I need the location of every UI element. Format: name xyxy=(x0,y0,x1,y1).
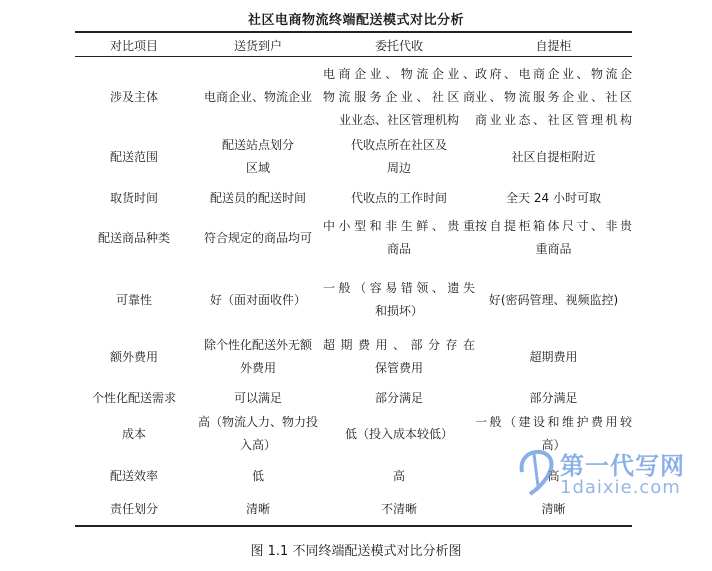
table-cell: 代收点所在社区及 xyxy=(350,138,447,152)
bottom-rule xyxy=(75,525,632,527)
figure-caption: 图 1.1 不同终端配送模式对比分析图 xyxy=(250,544,462,559)
table-cell: 部分满足 xyxy=(374,390,423,405)
table-cell: 可以满足 xyxy=(233,390,282,405)
table-cell: 符合规定的商品均可 xyxy=(203,230,312,245)
table-cell: 清晰 xyxy=(245,501,270,516)
table-cell: 不清晰 xyxy=(380,501,417,516)
table-cell: 外费用 xyxy=(239,361,276,375)
row-label: 成本 xyxy=(121,426,146,441)
row-label: 取货时间 xyxy=(109,190,158,205)
table-cell: 商品 xyxy=(386,242,411,256)
table-cell: 按自提柜箱体尺寸、非贵 xyxy=(475,219,632,233)
table-cell: 电商企业、物流企业 xyxy=(203,89,312,104)
table-cell: 好(密码管理、视频监控) xyxy=(488,292,619,307)
table-cell: 入高） xyxy=(239,438,276,452)
table-cell: 一般（容易错领、遗失 xyxy=(323,281,475,295)
table-cell: 超期费用、部分存在 xyxy=(323,338,475,352)
table-cell: 高 xyxy=(392,468,405,483)
table-cell: 周边 xyxy=(386,161,411,175)
header-pickup-locker: 自提柜 xyxy=(535,39,572,53)
table-cell: 配送站点划分 xyxy=(221,138,294,152)
table-title: 社区电商物流终端配送模式对比分析 xyxy=(247,13,464,28)
table-cell: 重商品 xyxy=(535,242,572,256)
table-cell: 业业态、社区管理机构 xyxy=(338,112,459,127)
table-cell: 一般（建设和维护费用较 xyxy=(475,415,632,429)
table-cell: 好（面对面收件） xyxy=(209,292,306,307)
row-label: 额外费用 xyxy=(109,349,158,364)
row-label: 配送范围 xyxy=(109,149,158,164)
table-cell: 高（物流人力、物力投 xyxy=(197,415,318,429)
table-cell: 中小型和非生鲜、贵重 xyxy=(323,219,475,233)
row-label: 配送效率 xyxy=(109,468,158,483)
table-cell: 配送员的配送时间 xyxy=(209,190,306,205)
header-agent-pickup: 委托代收 xyxy=(374,39,423,53)
table-cell: 社区自提柜附近 xyxy=(511,149,596,164)
table-cell: 政府、电商企业、物流企 xyxy=(475,66,632,81)
row-label: 可靠性 xyxy=(115,292,152,307)
row-label: 配送商品种类 xyxy=(97,230,170,245)
row-label: 责任划分 xyxy=(109,501,158,516)
table-cell: 电商企业、物流企业、 xyxy=(323,66,475,81)
watermark-brand: 第一代写网 xyxy=(560,452,685,480)
header-item: 对比项目 xyxy=(109,39,158,53)
table-cell: 区域 xyxy=(245,161,270,175)
table-cell: 清晰 xyxy=(541,501,566,516)
table-cell: 业、物流服务企业、社区 xyxy=(475,89,632,104)
table-cell: 低（投入成本较低） xyxy=(344,426,453,441)
table-cell: 代收点的工作时间 xyxy=(350,190,447,205)
table-cell: 保管费用 xyxy=(374,361,423,375)
table-cell: 除个性化配送外无额 xyxy=(203,338,312,352)
table-cell: 部分满足 xyxy=(529,390,578,405)
table-cell: 全天 24 小时可取 xyxy=(506,190,601,205)
header-home-delivery: 送货到户 xyxy=(233,39,282,53)
row-label: 个性化配送需求 xyxy=(91,390,176,405)
table-cell: 高 xyxy=(547,468,560,483)
table-cell: 低 xyxy=(251,468,264,483)
table-cell: 超期费用 xyxy=(529,349,578,364)
table-cell: 高） xyxy=(541,438,566,452)
row-label: 涉及主体 xyxy=(109,89,158,104)
table-cell: 商业业态、社区管理机构 xyxy=(475,112,632,127)
watermark-url: 1daixie.com xyxy=(560,477,681,498)
table-cell: 物流服务企业、社区商 xyxy=(323,89,475,104)
top-rule xyxy=(75,31,632,33)
table-cell: 和损坏） xyxy=(374,304,423,318)
